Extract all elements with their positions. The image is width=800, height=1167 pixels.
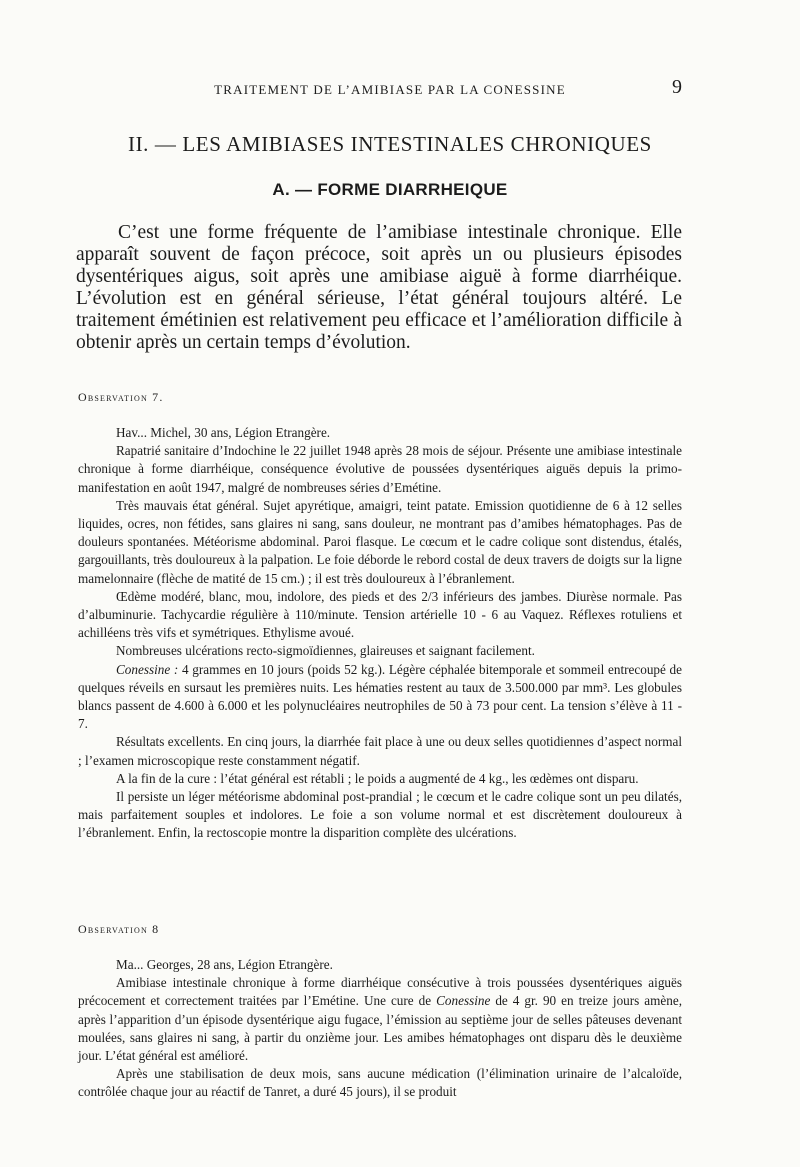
observation-7-paragraph bbox=[78, 661, 682, 734]
observation-7-paragraph-text: 4 grammes en 10 jours (poids 52 kg.). Légère céphalée bitemporale et sommeil entrecoupé de quelques réveils en sursaut les premières nuits. Les hématies restent au taux de 3.500.000 par mm³. Les globules blancs passent de 4.600 à 6.000 et les polynucléaires neutrophiles de 50 à 73 pour cent. La tension s’élève à 11 - 7. bbox=[78, 661, 683, 732]
observation-8-patient: Ma... Georges, 28 ans, Légion Etrangère. bbox=[116, 957, 333, 972]
observation-8-body bbox=[78, 956, 682, 1102]
observation-8-paragraph bbox=[78, 974, 682, 1065]
observation-8-paragraph: Après une stabilisation de deux mois, sans aucune médication (l’élimination urinaire de l’alcaloïde, contrôlée chaque jour au réactif de Tanret, a duré 45 jours), il se produit bbox=[78, 1066, 682, 1100]
observation-7-paragraph: Il persiste un léger météorisme abdominal post-prandial ; le cœcum et le cadre colique sont un peu dilatés, mais parfaitement souples et indolores. Le foie a son volume normal et est discrètement douloureux à l’ébranlement. Enfin, la rectoscopie montre la disparition complète des ulcérations. bbox=[78, 789, 682, 841]
observation-7-paragraph: Rapatrié sanitaire d’Indochine le 22 juillet 1948 après 28 mois de séjour. Présente une amibiase intestinale chronique à forme diarrhéique, conséquence évolutive de poussées dysentériques aiguës depuis la primo-manifestation en août 1947, malgré de nombreuses séries d’Emétine. bbox=[78, 443, 682, 495]
conessine-label: Conessine : bbox=[116, 661, 179, 677]
observation-7-heading: Observation 7. bbox=[78, 390, 164, 404]
conessine-label: Conessine bbox=[436, 993, 491, 1009]
intro-paragraph: C’est une forme fréquente de l’amibiase intestinale chronique. Elle apparaît souvent de façon précoce, soit après un ou plusieurs épisodes dysentériques aigus, soit après une amibiase aiguë à forme diarrhéique. L’évolution est en général sérieuse, l’état général toujours altéré. Le traitement émétinien est relativement peu efficace et l’amélioration difficile à obtenir après un certain temps d’évolution. bbox=[76, 222, 682, 353]
chapter-title: II. — LES AMIBIASES INTESTINALES CHRONIQUES bbox=[128, 132, 652, 156]
running-head: TRAITEMENT DE L’AMIBIASE PAR LA CONESSINE bbox=[214, 82, 566, 97]
observation-7-paragraph: Œdème modéré, blanc, mou, indolore, des pieds et des 2/3 inférieurs des jambes. Diurèse normale. Pas d’albuminurie. Tachycardie régulière à 110/minute. Tension artérielle 10 - 6 au Vaquez. Réflexes rotuliens et achilléens très vifs et symétriques. Ethylisme avoué. bbox=[78, 588, 682, 641]
observation-7-paragraph: Nombreuses ulcérations recto-sigmoïdiennes, glaireuses et saignant facilement. bbox=[116, 643, 535, 659]
observation-8-paragraph-text: Amibiase intestinale chronique à forme diarrhéique consécutive à trois poussées dysentériques aiguës précocement et correctement traitées par l’Emétine. Une cure de bbox=[78, 975, 682, 1009]
page-number: 9 bbox=[672, 76, 682, 98]
observation-8-heading: Observation 8 bbox=[78, 922, 160, 936]
observation-7-paragraph: A la fin de la cure : l’état général est rétabli ; le poids a augmenté de 4 kg., les œdèmes ont disparu. bbox=[116, 770, 639, 786]
observation-7-paragraph: Très mauvais état général. Sujet apyrétique, amaigri, teint patate. Emission quotidienne de 6 à 12 selles liquides, ocres, non fétides, sans glaires ni sang, sans douleur, ne montrant pas d’amibes hématophages. Pas de douleurs spontanées. Météorisme abdominal. Paroi flasque. Le cœcum et le cadre colique sont distendus, étalés, gargouillants, très douloureux à la palpation. Le foie déborde le rebord costal de deux travers de doigts sur la ligne mamelonnaire (flèche de matité de 15 cm.) ; il est très douloureux à l’ébranlement. bbox=[78, 497, 682, 586]
section-title: A. — FORME DIARRHEIQUE bbox=[272, 180, 508, 199]
observation-7-patient: Hav... Michel, 30 ans, Légion Etrangère. bbox=[116, 425, 331, 440]
observation-7-paragraph: Résultats excellents. En cinq jours, la diarrhée fait place à une ou deux selles quotidiennes d’aspect normal ; l’examen microscopique reste constamment négatif. bbox=[78, 734, 682, 768]
observation-7-body bbox=[78, 424, 682, 843]
observation-8-paragraph-text: de 4 gr. 90 en treize jours amène, après l’apparition d’un épisode dysentérique aigu fugace, l’émission au septième jour de selles pâteuses devenant moulées, sans glaires ni sang, à partir du onzième jour. Les amibes hématophages ont disparu dès le deuxième jour. L’état général est amélioré. bbox=[78, 993, 682, 1064]
